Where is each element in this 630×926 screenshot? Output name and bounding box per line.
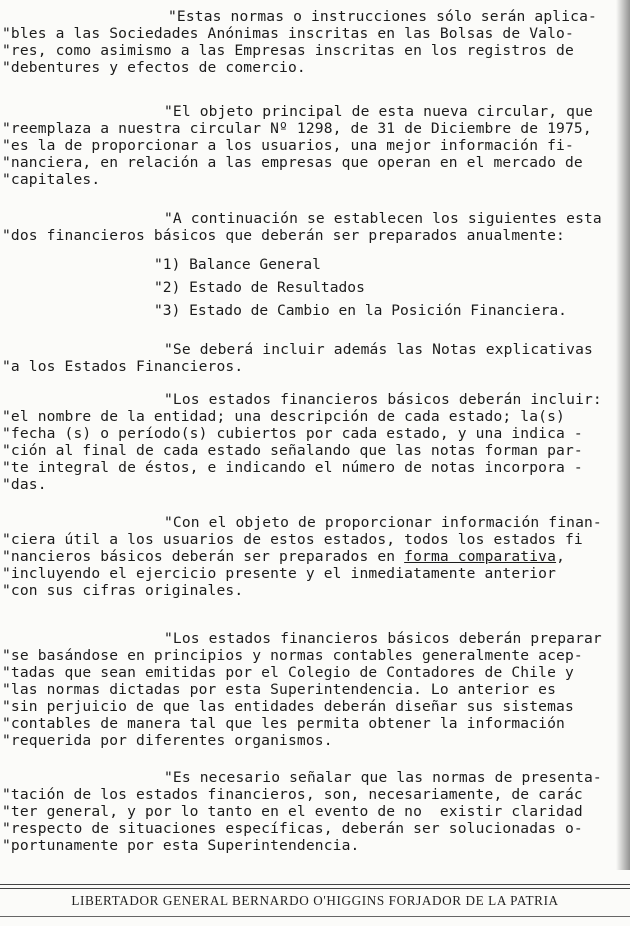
- text-line: "Los estados financieros básicos deberán incluir:: [164, 391, 602, 408]
- underlined-phrase: forma comparativa: [404, 548, 557, 565]
- text-line: "bles a las Sociedades Anónimas inscritas en las Bolsas de Valo-: [2, 25, 574, 42]
- text-line: "capitales.: [2, 171, 101, 188]
- text-line: "a los Estados Financieros.: [2, 358, 244, 375]
- text-line: "res, como asimismo a las Empresas inscritas en los registros de: [2, 42, 574, 59]
- footer-rule-top: [0, 884, 630, 885]
- list-item: "1) Balance General: [154, 256, 321, 273]
- text-line: "fecha (s) o período(s) cubiertos por cada estado, y una indica -: [2, 425, 583, 442]
- list-item: "2) Estado de Resultados: [154, 279, 365, 296]
- text-line: "las normas dictadas por esta Superintendencia. Lo anterior es: [2, 681, 557, 698]
- text-line: "se basándose en principios y normas contables generalmente acep-: [2, 647, 583, 664]
- text-line: "tación de los estados financieros, son, necesariamente, de carác: [2, 786, 583, 803]
- footer-rule-bottom: [0, 916, 630, 917]
- text-line: "incluyendo el ejercicio presente y el inmediatamente anterior: [2, 565, 557, 582]
- text-line: "das.: [2, 476, 47, 493]
- list-item: "3) Estado de Cambio en la Posición Financiera.: [154, 302, 567, 319]
- text-line: "ciera útil a los usuarios de estos estados, todos los estados fi: [2, 531, 583, 548]
- text-line: "requerida por diferentes organismos.: [2, 732, 333, 749]
- page-edge-shadow: [616, 0, 630, 870]
- text-segment: ,: [556, 548, 565, 565]
- text-line: "es la de proporcionar a los usuarios, una mejor información fi-: [2, 137, 574, 154]
- text-line: [2, 548, 565, 565]
- text-line: "contables de manera tal que les permita obtener la información: [2, 715, 565, 732]
- text-line: "reemplaza a nuestra circular Nº 1298, de 31 de Diciembre de 1975,: [2, 120, 592, 137]
- text-line: "dos financieros básicos que deberán ser preparados anualmente:: [2, 227, 565, 244]
- footer-rule-top-inner: [0, 888, 630, 889]
- text-line: "Se deberá incluir además las Notas explicativas: [164, 341, 593, 358]
- text-line: "Los estados financieros básicos deberán preparar: [164, 630, 602, 647]
- text-line: "te integral de éstos, e indicando el número de notas incorpora -: [2, 459, 583, 476]
- text-line: "ción al final de cada estado señalando que las notas forman par-: [2, 442, 583, 459]
- text-line: "Estas normas o instrucciones sólo serán aplica-: [168, 8, 597, 25]
- text-line: "el nombre de la entidad; una descripción de cada estado; la(s): [2, 408, 565, 425]
- text-line: "tadas que sean emitidas por el Colegio de Contadores de Chile y: [2, 664, 574, 681]
- text-line: "Es necesario señalar que las normas de presenta-: [164, 769, 602, 786]
- text-line: "ter general, y por lo tanto en el evento de no existir claridad: [2, 803, 583, 820]
- text-line: "respecto de situaciones específicas, deberán ser solucionadas o-: [2, 820, 583, 837]
- text-line: "portunamente por esta Superintendencia.: [2, 837, 360, 854]
- text-line: "nanciera, en relación a las empresas que operan en el mercado de: [2, 154, 583, 171]
- text-line: "Con el objeto de proporcionar información finan-: [164, 514, 602, 531]
- text-line: "sin perjuicio de que las entidades deberán diseñar sus sistemas: [2, 698, 574, 715]
- text-line: "A continuación se establecen los siguientes esta: [164, 210, 602, 227]
- page-footer: LIBERTADOR GENERAL BERNARDO O'HIGGINS FORJADOR DE LA PATRIA: [71, 893, 559, 908]
- text-line: "El objeto principal de esta nueva circular, que: [164, 103, 593, 120]
- text-segment: "nancieros básicos deberán ser preparados en: [2, 548, 405, 565]
- text-line: "debentures y efectos de comercio.: [2, 59, 306, 76]
- text-line: "con sus cifras originales.: [2, 582, 244, 599]
